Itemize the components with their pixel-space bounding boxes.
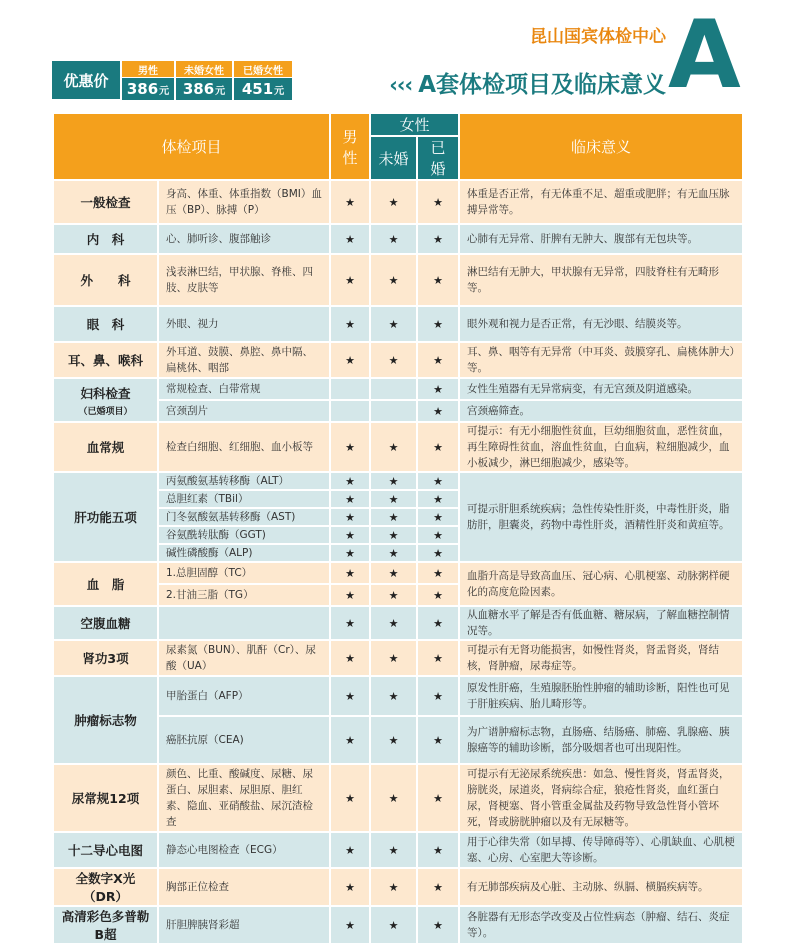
item-cell: [158, 606, 330, 640]
price-unmarried-female: [176, 61, 232, 99]
meaning-cell: 心肺有无异常、肝脾有无肿大、腹部有无包块等。: [459, 224, 743, 254]
star-unmarried: ★: [370, 224, 417, 254]
category-cell: 肝功能五项: [53, 472, 158, 562]
category-cell: 血 脂: [53, 562, 158, 606]
chevrons-left-icon: ‹‹‹: [389, 73, 413, 97]
table-row: [53, 472, 743, 490]
star-unmarried: ★: [370, 180, 417, 224]
table-row: [53, 342, 743, 378]
star-male: [330, 400, 370, 422]
star-unmarried: ★: [370, 254, 417, 306]
star-male: ★: [330, 716, 370, 764]
star-married: ★: [417, 562, 459, 584]
star-male: ★: [330, 490, 370, 508]
table-row: [53, 562, 743, 584]
price-unit: 元: [159, 85, 170, 97]
item-cell: 尿素氮（BUN）、肌酐（Cr）、尿酸（UA）: [158, 640, 330, 676]
category-cell: 内 科: [53, 224, 158, 254]
meaning-cell: 体重是否正常，有无体重不足、超重或肥胖；有无血压脉搏异常等。: [459, 180, 743, 224]
star-unmarried: ★: [370, 472, 417, 490]
star-male: ★: [330, 224, 370, 254]
star-married: ★: [417, 544, 459, 562]
table-row: [53, 906, 743, 944]
item-cell: 2.甘油三脂（TG）: [158, 584, 330, 606]
category-cell: 十二导心电图: [53, 832, 158, 868]
star-married: ★: [417, 180, 459, 224]
item-cell: 胸部正位检查: [158, 868, 330, 906]
star-male: ★: [330, 832, 370, 868]
star-unmarried: ★: [370, 832, 417, 868]
star-male: [330, 378, 370, 400]
star-male: ★: [330, 508, 370, 526]
page-title: [350, 66, 666, 99]
item-cell: 宫颈刮片: [158, 400, 330, 422]
item-cell: 门冬氨酸氨基转移酶（AST): [158, 508, 330, 526]
table-row: [53, 606, 743, 640]
category-cell: 尿常规12项: [53, 764, 158, 832]
star-male: ★: [330, 868, 370, 906]
meaning-cell: 女性生殖器有无异常病变，有无宫颈及阴道感染。: [459, 378, 743, 400]
category-subtitle: （已婚项目）: [78, 406, 133, 417]
star-unmarried: ★: [370, 640, 417, 676]
price-label: 优惠价: [52, 61, 120, 99]
item-cell: 碱性磷酸酶（ALP): [158, 544, 330, 562]
star-unmarried: ★: [370, 544, 417, 562]
price-male-label: 男性: [122, 61, 174, 77]
header-unmarried: 未婚: [370, 136, 417, 180]
star-unmarried: [370, 400, 417, 422]
star-married: ★: [417, 868, 459, 906]
star-male: ★: [330, 254, 370, 306]
package-letter: A: [668, 1, 741, 110]
table-row: [53, 764, 743, 832]
star-unmarried: ★: [370, 606, 417, 640]
price-box: [52, 61, 292, 99]
star-married: ★: [417, 640, 459, 676]
meaning-cell: 淋巴结有无肿大，甲状腺有无异常，四肢脊柱有无畸形等。: [459, 254, 743, 306]
header-male: 男性: [330, 113, 370, 180]
star-married: ★: [417, 526, 459, 544]
meaning-cell: 用于心律失常（如早搏、传导障碍等）、心肌缺血、心肌梗塞、心房、心室肥大等诊断。: [459, 832, 743, 868]
center-name: 昆山国宾体检中心: [530, 27, 666, 47]
meaning-cell: 耳、鼻、咽等有无异常（中耳炎、鼓膜穿孔、扁桃体肿大）等。: [459, 342, 743, 378]
star-unmarried: ★: [370, 676, 417, 716]
table-row: [53, 224, 743, 254]
table-row: [53, 640, 743, 676]
item-cell: 丙氨酸氨基转移酶（ALT）: [158, 472, 330, 490]
item-cell: 浅表淋巴结，甲状腺、脊椎、四肢、皮肤等: [158, 254, 330, 306]
star-male: ★: [330, 472, 370, 490]
meaning-cell: 眼外观和视力是否正常，有无沙眼、结膜炎等。: [459, 306, 743, 342]
category-cell: 眼 科: [53, 306, 158, 342]
price-male-value: 386: [126, 80, 159, 98]
star-unmarried: [370, 378, 417, 400]
item-cell: 身高、体重、体重指数（BMI）血压（BP）、脉搏（P）: [158, 180, 330, 224]
star-unmarried: ★: [370, 868, 417, 906]
star-male: ★: [330, 342, 370, 378]
star-married: ★: [417, 606, 459, 640]
star-unmarried: ★: [370, 508, 417, 526]
star-male: ★: [330, 544, 370, 562]
item-cell: 癌胚抗原（CEA): [158, 716, 330, 764]
star-married: ★: [417, 764, 459, 832]
star-unmarried: ★: [370, 342, 417, 378]
price-unmarried-female-label: 未婚女性: [176, 61, 232, 77]
star-married: ★: [417, 254, 459, 306]
star-married: ★: [417, 378, 459, 400]
star-married: ★: [417, 508, 459, 526]
item-cell: 外耳道、鼓膜、鼻腔、鼻中隔、扁桃体、咽部: [158, 342, 330, 378]
category-cell: 空腹血糖: [53, 606, 158, 640]
category-cell: 全数字X光（DR）: [53, 868, 158, 906]
table-row: [53, 306, 743, 342]
table-row: [53, 868, 743, 906]
price-unit: 元: [274, 85, 285, 97]
category-cell: 一般检查: [53, 180, 158, 224]
table-row: [53, 180, 743, 224]
star-male: ★: [330, 526, 370, 544]
star-male: ★: [330, 180, 370, 224]
item-cell: 静态心电图检查（ECG）: [158, 832, 330, 868]
star-male: ★: [330, 676, 370, 716]
price-married-female-value: 451: [241, 80, 274, 98]
star-male: ★: [330, 562, 370, 584]
star-married: ★: [417, 832, 459, 868]
star-male: ★: [330, 422, 370, 472]
category-cell: 肾功3项: [53, 640, 158, 676]
star-unmarried: ★: [370, 764, 417, 832]
meaning-cell: 有无肺部疾病及心脏、主动脉、纵膈、横膈疾病等。: [459, 868, 743, 906]
meaning-cell: 可提示肝胆系统疾病；急性传染性肝炎，中毒性肝炎，脂肪肝，胆囊炎，药物中毒性肝炎，酒精性肝炎和黄疸等。: [459, 472, 743, 562]
item-cell: 甲胎蛋白（AFP）: [158, 676, 330, 716]
meaning-cell: 从血糖水平了解是否有低血糖、糖尿病，了解血糖控制情况等。: [459, 606, 743, 640]
meaning-cell: 各脏器有无形态学改变及占位性病态（肿瘤、结石、炎症等）。: [459, 906, 743, 944]
star-married: ★: [417, 490, 459, 508]
star-married: ★: [417, 224, 459, 254]
star-male: ★: [330, 640, 370, 676]
meaning-cell: 原发性肝癌，生殖腺胚胎性肿瘤的辅助诊断，阳性也可见于肝脏疾病、胎儿畸形等。: [459, 676, 743, 716]
meaning-cell: 可提示有无肾功能损害，如慢性肾炎，肾盂肾炎，肾结核，肾肿瘤，尿毒症等。: [459, 640, 743, 676]
category-title: 妇科检查: [80, 385, 131, 401]
meaning-cell: 可提示：有无小细胞性贫血，巨幼细胞贫血，恶性贫血，再生障碍性贫血，溶血性贫血，白血病，粒细胞减少，血小板减少，淋巴细胞减少，感染等。: [459, 422, 743, 472]
star-married: ★: [417, 584, 459, 606]
item-cell: 肝胆脾胰肾彩超: [158, 906, 330, 944]
table-row: [53, 254, 743, 306]
star-male: ★: [330, 306, 370, 342]
star-unmarried: ★: [370, 422, 417, 472]
star-married: ★: [417, 472, 459, 490]
star-married: ★: [417, 716, 459, 764]
star-male: ★: [330, 906, 370, 944]
category-cell: 外 科: [53, 254, 158, 306]
page-title-text: A套体检项目及临床意义: [418, 72, 666, 98]
star-unmarried: ★: [370, 526, 417, 544]
category-cell: 耳、鼻、喉科: [53, 342, 158, 378]
star-married: ★: [417, 906, 459, 944]
star-male: ★: [330, 764, 370, 832]
star-married: ★: [417, 422, 459, 472]
price-male: [122, 61, 174, 99]
meaning-cell: 宫颈癌筛查。: [459, 400, 743, 422]
item-cell: 外眼、视力: [158, 306, 330, 342]
exam-table: [52, 112, 744, 945]
header-meaning: 临床意义: [459, 113, 743, 180]
price-married-female-label: 已婚女性: [234, 61, 292, 77]
price-unmarried-female-value: 386: [182, 80, 215, 98]
table-row: [53, 378, 743, 400]
star-married: ★: [417, 306, 459, 342]
item-cell: 颜色、比重、酸碱度、尿糖、尿蛋白、尿胆素、尿胆原、胆红素、隐血、亚硝酸盐、尿沉渣检查: [158, 764, 330, 832]
star-married: ★: [417, 676, 459, 716]
item-cell: 谷氨酰转肽酶（GGT): [158, 526, 330, 544]
item-cell: 心、肺听诊、腹部触诊: [158, 224, 330, 254]
item-cell: 检查白细胞、红细胞、血小板等: [158, 422, 330, 472]
header-female: 女性: [370, 113, 459, 136]
star-unmarried: ★: [370, 906, 417, 944]
item-cell: 常规检查、白带常规: [158, 378, 330, 400]
star-unmarried: ★: [370, 716, 417, 764]
star-male: ★: [330, 606, 370, 640]
meaning-cell: 为广谱肿瘤标志物，直肠癌、结肠癌、肺癌、乳腺癌、胰腺癌等的辅助诊断，部分吸烟者也可出现阳性。: [459, 716, 743, 764]
category-cell: 肿瘤标志物: [53, 676, 158, 764]
star-married: ★: [417, 342, 459, 378]
meaning-cell: 血脂升高是导致高血压、冠心病、心肌梗塞、动脉粥样硬化的高度危险因素。: [459, 562, 743, 606]
table-row: [53, 676, 743, 716]
star-male: ★: [330, 584, 370, 606]
price-unit: 元: [215, 85, 226, 97]
star-unmarried: ★: [370, 562, 417, 584]
table-row: [53, 832, 743, 868]
star-unmarried: ★: [370, 490, 417, 508]
table-row: [53, 422, 743, 472]
category-cell: 高清彩色多普勒B超: [53, 906, 158, 944]
price-married-female: [234, 61, 292, 99]
category-cell: [53, 378, 158, 422]
star-married: ★: [417, 400, 459, 422]
item-cell: 1.总胆固醇（TC）: [158, 562, 330, 584]
star-unmarried: ★: [370, 306, 417, 342]
header-item: 体检项目: [53, 113, 330, 180]
item-cell: 总胆红素（TBil）: [158, 490, 330, 508]
category-cell: 血常规: [53, 422, 158, 472]
star-unmarried: ★: [370, 584, 417, 606]
meaning-cell: 可提示有无泌尿系统疾患：如急、慢性肾炎，肾盂肾炎，膀胱炎，尿道炎，肾病综合症，狼疮性肾炎，血红蛋白尿，肾梗塞、肾小管重金属盐及药物导致急性肾小管坏死，肾或膀胱肿瘤以及有无尿糖等。: [459, 764, 743, 832]
header-married: 已婚: [417, 136, 459, 180]
